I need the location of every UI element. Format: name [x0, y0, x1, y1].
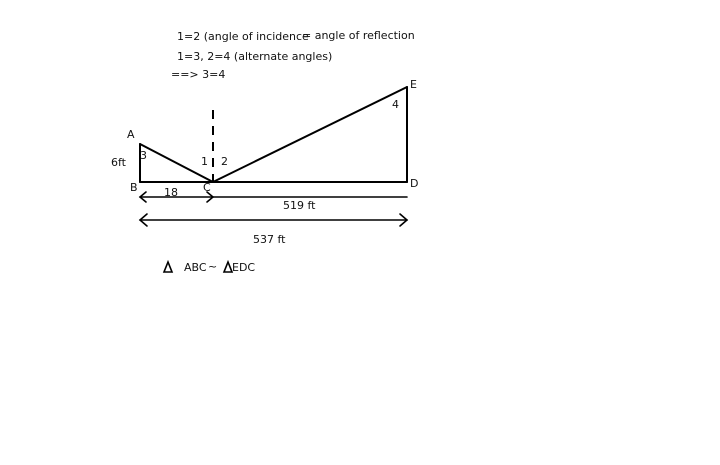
label-dist-cd: 519 ft [283, 199, 316, 212]
label-similar-symbol: ~ [208, 260, 218, 273]
note-alternate-angles: 1=3, 2=4 (alternate angles) [177, 50, 333, 63]
label-dist-bc: 18 [164, 186, 178, 199]
triangle-symbol-right-icon [224, 262, 232, 272]
label-angle-2: 2 [221, 155, 228, 168]
segment-ce [213, 87, 407, 182]
note-conclusion: ==> 3=4 [171, 68, 226, 81]
label-point-d: D [410, 177, 419, 190]
note-reflection: = angle of reflection [302, 29, 415, 42]
label-point-e: E [410, 78, 417, 91]
triangle-symbol-left-icon [164, 262, 172, 272]
label-angle-3: 3 [140, 149, 147, 162]
label-height-ab: 6ft [111, 156, 126, 169]
label-angle-1: 1 [201, 155, 208, 168]
label-triangle-abc: ABC [184, 261, 207, 274]
label-angle-4: 4 [392, 98, 399, 111]
label-triangle-edc: EDC [232, 261, 256, 274]
label-point-c: C [203, 181, 211, 194]
label-point-a: A [127, 128, 135, 141]
label-dist-bd: 537 ft [253, 233, 286, 246]
note-incidence: 1=2 (angle of incidence [177, 30, 309, 43]
label-point-b: B [130, 181, 138, 194]
